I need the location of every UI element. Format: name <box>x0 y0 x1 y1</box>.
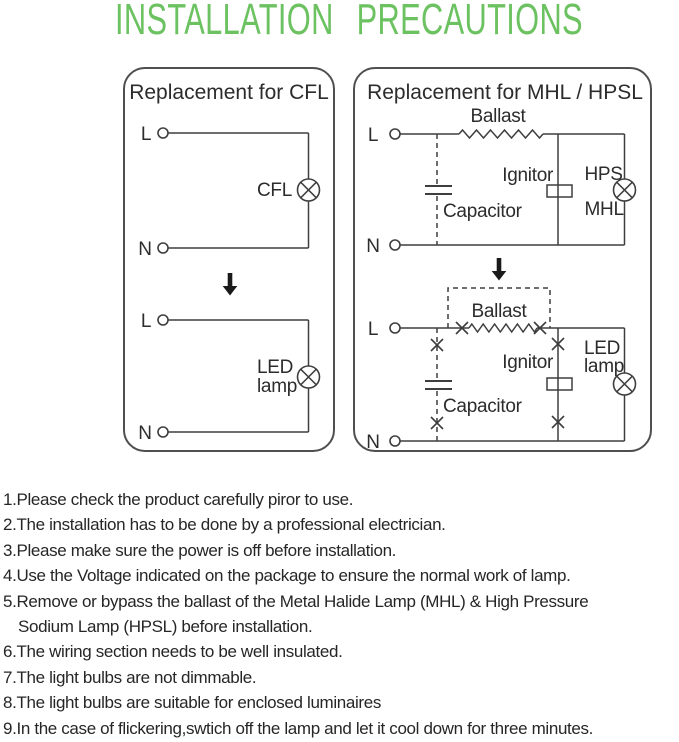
ballast-zigzag-icon <box>459 130 543 138</box>
neutral-terminal-label: N <box>138 423 152 444</box>
panel-title: Replacement for MHL / HPSL <box>367 81 643 104</box>
live-terminal-label: L <box>367 125 379 146</box>
precaution-line-continuation: Sodium Lamp (HPSL) before installation. <box>18 616 313 636</box>
led-lamp-label-line2: lamp <box>584 356 624 377</box>
led-lamp-label-line2: lamp <box>257 376 297 397</box>
terminal-circle <box>390 129 400 139</box>
down-arrow-icon <box>223 273 238 296</box>
mhl-panel <box>353 67 652 452</box>
precaution-line: 9.In the case of flickering,swtich off the lamp and let it cool down for three minutes. <box>3 718 594 738</box>
mhl-circuit-diagram <box>353 67 652 452</box>
live-terminal-label: L <box>140 311 152 332</box>
terminal-circle <box>158 243 168 253</box>
cfl-panel <box>123 67 335 452</box>
led-lamp-label-line1: LED <box>584 338 621 359</box>
cfl-lamp-label: CFL <box>257 180 292 201</box>
ignitor-box-icon <box>547 378 572 390</box>
precaution-line: 6.The wiring section needs to be well insulated. <box>3 642 343 662</box>
cfl-after-circuit <box>138 311 319 444</box>
mhl-before-circuit <box>366 106 635 257</box>
terminal-circle <box>390 323 400 333</box>
precaution-line: 3.Please make sure the power is off before installation. <box>3 540 397 560</box>
ignitor-box-icon <box>547 185 572 197</box>
live-terminal-label: L <box>367 319 379 340</box>
precaution-line: 7.The light bulbs are not dimmable. <box>3 667 257 687</box>
ballast-label: Ballast <box>471 301 527 322</box>
panel-title: Replacement for CFL <box>129 81 329 104</box>
lamp-icon <box>298 179 320 201</box>
terminal-circle <box>158 315 168 325</box>
led-lamp-label-line1: LED <box>257 357 294 378</box>
precaution-line: 2.The installation has to be done by a professional electrician. <box>3 515 446 535</box>
terminal-circle <box>158 128 168 138</box>
terminal-circle <box>390 436 400 446</box>
neutral-terminal-label: N <box>366 236 380 257</box>
cfl-circuit-diagram <box>123 67 335 452</box>
hps-label: HPS <box>584 164 623 185</box>
capacitor-icon <box>425 134 452 245</box>
mhl-label: MHL <box>584 199 624 220</box>
ballast-label: Ballast <box>470 106 526 127</box>
ballast-zigzag-icon <box>469 324 537 332</box>
precaution-line: 8.The light bulbs are suitable for enclosed luminaires <box>3 693 381 713</box>
cfl-before-circuit <box>138 124 319 260</box>
precautions-list <box>3 487 593 741</box>
neutral-terminal-label: N <box>366 432 380 452</box>
neutral-terminal-label: N <box>138 239 152 260</box>
precaution-line: 1.Please check the product carefully piror to use. <box>3 490 354 509</box>
page-title: INSTALLATION PRECAUTIONS <box>115 0 583 44</box>
terminal-circle <box>390 240 400 250</box>
mhl-after-circuit <box>366 288 635 452</box>
precaution-line: 4.Use the Voltage indicated on the package to ensure the normal work of lamp. <box>3 566 571 586</box>
capacitor-label: Capacitor <box>443 396 522 417</box>
down-arrow-icon <box>492 258 507 281</box>
precaution-line: 5.Remove or bypass the ballast of the Metal Halide Lamp (MHL) & High Pressure <box>3 591 589 611</box>
capacitor-label: Capacitor <box>443 201 522 222</box>
live-terminal-label: L <box>140 124 152 145</box>
ignitor-label: Ignitor <box>502 352 553 373</box>
ignitor-label: Ignitor <box>502 165 553 186</box>
terminal-circle <box>158 427 168 437</box>
lamp-icon <box>298 366 320 388</box>
